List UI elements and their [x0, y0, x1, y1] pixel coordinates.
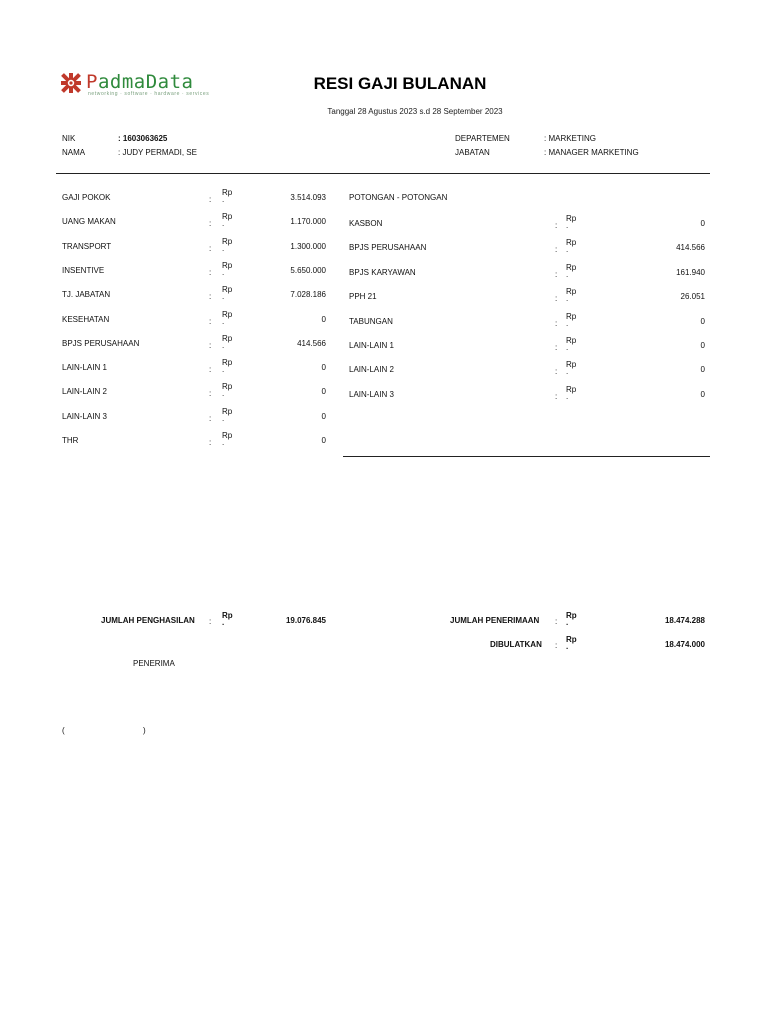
deductions-currency-dot: .: [566, 367, 569, 377]
deductions-value: 26.051: [680, 292, 705, 302]
deductions-value: 161.940: [676, 267, 705, 277]
deductions-currency: [566, 263, 576, 277]
deductions-currency: [566, 287, 577, 304]
nik-value: : 1603063625: [118, 134, 168, 143]
departemen-value: : MARKETING: [544, 134, 597, 143]
pay-period: Tanggal 28 Agustus 2023 s.d 28 September 2023: [327, 107, 503, 116]
deductions-currency-symbol: Rp: [566, 336, 577, 345]
earnings-currency-dot: .: [222, 389, 225, 399]
deductions-value: 414.566: [676, 243, 705, 253]
earnings-colon: :: [209, 365, 212, 375]
deductions-label: LAIN-LAIN 1: [349, 341, 394, 350]
earnings-label: LAIN-LAIN 1: [62, 363, 107, 373]
deductions-colon: :: [555, 269, 558, 279]
earnings-currency: [222, 261, 232, 275]
earnings-currency-dot: .: [222, 365, 225, 375]
earnings-currency-symbol: Rp: [222, 260, 233, 270]
net-currency: [566, 611, 577, 625]
deductions-colon: :: [555, 245, 558, 255]
deductions-currency: [566, 336, 576, 350]
earnings-value: 0: [321, 363, 326, 373]
earnings-currency-symbol: Rp: [222, 188, 233, 197]
earnings-label: TRANSPORT: [62, 241, 112, 251]
earnings-currency: [222, 382, 233, 399]
net-label: JUMLAH PENERIMAAN: [450, 616, 540, 625]
deductions-colon: :: [555, 343, 558, 352]
earnings-value: 3.514.093: [290, 193, 326, 202]
earnings-label: INSENTIVE: [62, 265, 105, 275]
earnings-colon: :: [209, 267, 212, 277]
deductions-currency-symbol: Rp: [566, 214, 577, 223]
earnings-currency: [222, 358, 233, 375]
earnings-label: THR: [62, 436, 79, 445]
earnings-colon: :: [209, 316, 212, 326]
earnings-currency-dot: .: [222, 243, 225, 253]
earnings-value: 0: [321, 387, 326, 397]
earnings-colon: :: [209, 389, 212, 399]
rounded-label: DIBULATKAN: [490, 640, 542, 649]
earnings-currency-symbol: Rp: [222, 431, 233, 440]
deductions-value: 0: [700, 389, 705, 399]
gross-colon: :: [209, 617, 212, 626]
rounded-currency-symbol: Rp: [566, 635, 577, 644]
signature-open: (: [62, 726, 65, 735]
earnings-currency: [222, 188, 232, 202]
deductions-label: PPH 21: [349, 292, 377, 302]
earnings-currency-symbol: Rp: [222, 236, 233, 246]
logo-wordmark-first: P: [86, 71, 98, 93]
earnings-label: BPJS PERUSAHAAN: [62, 338, 140, 348]
net-currency-dot: .: [566, 618, 569, 627]
earnings-colon: :: [209, 292, 212, 302]
earnings-value: 0: [321, 436, 326, 445]
deductions-header: POTONGAN - POTONGAN: [349, 193, 448, 202]
rounded-value: 18.474.000: [664, 640, 705, 649]
deductions-currency-symbol: Rp: [566, 311, 577, 321]
earnings-label: LAIN-LAIN 3: [62, 411, 107, 421]
earnings-value: 0: [321, 411, 326, 421]
earnings-label: KESEHATAN: [62, 314, 110, 324]
earnings-value: 5.650.000: [290, 265, 326, 275]
rounded-currency: [566, 635, 577, 649]
earnings-label: UANG MAKAN: [62, 217, 116, 227]
earnings-currency: [222, 310, 232, 324]
earnings-value: 1.170.000: [290, 217, 326, 227]
earnings-currency-dot: .: [222, 219, 225, 229]
logo-tagline: networking · software · hardware · services: [88, 91, 210, 97]
deductions-currency: [566, 360, 577, 377]
jabatan-value: : MANAGER MARKETING: [544, 148, 639, 157]
earnings-colon: :: [209, 243, 212, 253]
departemen-label: DEPARTEMEN: [455, 134, 510, 143]
earnings-currency-symbol: Rp: [222, 406, 233, 416]
earnings-currency-dot: .: [222, 413, 225, 423]
signature-close: ): [143, 726, 146, 735]
earnings-currency: [222, 431, 232, 445]
net-colon: :: [555, 617, 558, 626]
earnings-value: 0: [321, 314, 326, 324]
deductions-currency-symbol: Rp: [566, 287, 577, 297]
earnings-currency: [222, 407, 232, 421]
document-title: RESI GAJI BULANAN: [313, 74, 487, 93]
earnings-currency-symbol: Rp: [222, 382, 233, 392]
earnings-value: 414.566: [297, 338, 326, 348]
earnings-currency: [222, 285, 233, 302]
earnings-value: 7.028.186: [290, 290, 326, 300]
nama-label: NAMA: [62, 148, 86, 157]
earnings-currency-symbol: Rp: [222, 309, 233, 319]
nama-value: : JUDY PERMADI, SE: [118, 148, 197, 157]
deductions-value: 0: [700, 219, 705, 228]
deductions-currency: [566, 312, 576, 326]
gross-label: JUMLAH PENGHASILAN: [101, 616, 195, 625]
earnings-currency-dot: .: [222, 292, 225, 302]
earnings-currency: [222, 334, 232, 348]
deductions-currency-dot: .: [566, 294, 569, 304]
deductions-currency-dot: .: [566, 343, 569, 352]
deductions-currency-dot: .: [566, 245, 569, 255]
logo-wordmark-rest: admaData: [97, 71, 194, 93]
earnings-currency-symbol: Rp: [222, 285, 233, 295]
earnings-currency-dot: .: [222, 438, 225, 447]
deductions-colon: :: [555, 367, 558, 377]
earnings-label: LAIN-LAIN 2: [62, 387, 107, 397]
rounded-currency-dot: .: [566, 642, 569, 651]
gross-currency-dot: .: [222, 618, 225, 627]
deductions-label: BPJS PERUSAHAAN: [349, 243, 427, 253]
nik-label: NIK: [62, 134, 76, 143]
deductions-currency-dot: .: [566, 318, 569, 328]
deductions-divider: [343, 456, 710, 457]
deductions-colon: :: [555, 221, 558, 230]
deductions-value: 0: [700, 365, 705, 375]
earnings-label: GAJI POKOK: [62, 193, 111, 202]
deductions-colon: :: [555, 318, 558, 328]
net-currency-symbol: Rp: [566, 611, 577, 620]
deductions-currency-dot: .: [566, 269, 569, 279]
earnings-label: TJ. JABATAN: [62, 290, 111, 300]
deductions-value: 0: [700, 316, 705, 326]
deductions-label: TABUNGAN: [349, 316, 393, 326]
earnings-currency-symbol: Rp: [222, 212, 233, 222]
earnings-value: 1.300.000: [290, 241, 326, 251]
deductions-currency-symbol: Rp: [566, 262, 577, 272]
receiver-label: PENERIMA: [133, 659, 175, 668]
deductions-currency: [566, 385, 576, 399]
earnings-currency: [222, 212, 233, 229]
earnings-colon: :: [209, 219, 212, 229]
deductions-currency-symbol: Rp: [566, 384, 577, 394]
deductions-currency-dot: .: [566, 221, 569, 230]
header-divider: [56, 173, 710, 174]
earnings-currency-symbol: Rp: [222, 358, 233, 368]
deductions-label: LAIN-LAIN 3: [349, 389, 394, 399]
gross-currency-symbol: Rp: [222, 611, 233, 620]
earnings-colon: :: [209, 438, 212, 447]
deductions-label: BPJS KARYAWAN: [349, 267, 416, 277]
earnings-currency-dot: .: [222, 267, 225, 277]
net-value: 18.474.288: [664, 616, 705, 625]
deductions-colon: :: [555, 294, 558, 304]
earnings-colon: :: [209, 340, 212, 350]
rounded-colon: :: [555, 641, 558, 650]
deductions-label: LAIN-LAIN 2: [349, 365, 394, 375]
earnings-colon: :: [209, 195, 212, 204]
earnings-currency-symbol: Rp: [222, 333, 233, 343]
deductions-label: KASBON: [349, 219, 383, 228]
deductions-currency-symbol: Rp: [566, 360, 577, 370]
gross-currency: [222, 611, 233, 625]
deductions-currency-dot: .: [566, 391, 569, 401]
earnings-currency-dot: .: [222, 316, 225, 326]
deductions-currency: [566, 214, 576, 228]
deductions-colon: :: [555, 391, 558, 401]
deductions-currency-symbol: Rp: [566, 238, 577, 248]
earnings-colon: :: [209, 413, 212, 423]
deductions-value: 0: [700, 341, 705, 350]
earnings-currency: [222, 237, 232, 251]
earnings-currency-dot: .: [222, 340, 225, 350]
gross-value: 19.076.845: [285, 616, 326, 625]
deductions-currency: [566, 238, 577, 255]
earnings-currency-dot: .: [222, 195, 225, 204]
jabatan-label: JABATAN: [455, 148, 490, 157]
